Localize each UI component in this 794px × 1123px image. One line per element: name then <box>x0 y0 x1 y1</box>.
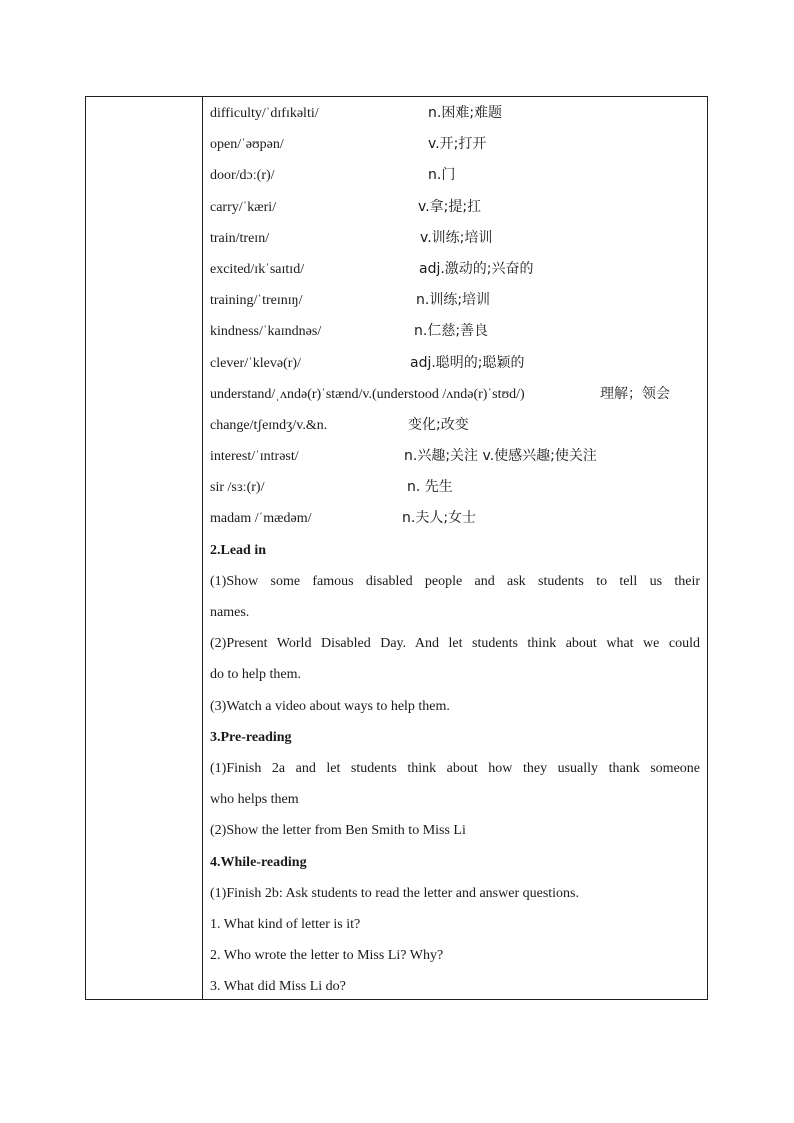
vocab-word: clever/ˈklevə(r)/ <box>210 355 301 371</box>
section-heading-while-reading: 4.While-reading <box>210 854 307 870</box>
vocab-meaning: n.困难;难题 <box>428 105 503 121</box>
vocab-row <box>210 98 700 129</box>
question-item: 1. What kind of letter is it? <box>210 916 361 932</box>
vocab-meaning: 理解；领会 <box>600 385 670 402</box>
vocab-word: change/tʃeɪndʒ/v.&n. <box>210 417 328 433</box>
vocab-word: carry/ˈkæri/ <box>210 199 277 215</box>
vocab-meaning: v.拿;提;扛 <box>418 198 482 215</box>
vocab-row <box>210 441 700 472</box>
vocab-meaning: 变化;改变 <box>408 416 469 433</box>
vocab-word: excited/ɪkˈsaɪtɪd/ <box>210 261 305 277</box>
question-item: 3. What did Miss Li do? <box>210 979 346 995</box>
vocab-row <box>210 472 700 503</box>
vocab-row <box>210 503 700 534</box>
vocab-row <box>210 254 700 285</box>
vocab-meaning: n.仁慈;善良 <box>414 323 489 340</box>
vocab-meaning: n.夫人;女士 <box>402 510 477 527</box>
vocab-meaning: adj.聪明的;聪颖的 <box>410 354 525 371</box>
section-heading-lead-in: 2.Lead in <box>210 542 267 558</box>
vocab-row <box>210 285 700 316</box>
lesson-table <box>85 96 708 1000</box>
section-heading-pre-reading: 3.Pre-reading <box>210 729 292 745</box>
lesson-content <box>210 97 700 1002</box>
vocab-row <box>210 410 700 441</box>
pre-reading-item: (1)Finish 2a and let students think about how they usually thank someone <box>210 760 700 776</box>
vocab-meaning: n.训练;培训 <box>416 292 491 309</box>
vocab-word: sir /sɜː(r)/ <box>210 480 265 496</box>
pre-reading-item: (2)Show the letter from Ben Smith to Miss Li <box>210 823 466 839</box>
vocab-row <box>210 348 700 379</box>
vocab-word: door/dɔː(r)/ <box>210 168 275 184</box>
vocab-meaning: n.兴趣;关注 v.使感兴趣;使关注 <box>404 448 597 465</box>
vocab-row <box>210 192 700 223</box>
lead-in-item: do to help them. <box>210 667 301 683</box>
lead-in-item: (1)Show some famous disabled people and ask students to tell us their <box>210 573 700 589</box>
column-divider <box>202 97 203 999</box>
lead-in-item: names. <box>210 605 250 620</box>
question-item: 2. Who wrote the letter to Miss Li? Why? <box>210 948 444 964</box>
lead-in-item: (2)Present World Disabled Day. And let students think about what we could <box>210 636 700 652</box>
vocab-row <box>210 129 700 160</box>
vocab-word: kindness/ˈkaɪndnəs/ <box>210 324 322 340</box>
vocab-meaning: n.门 <box>428 167 456 184</box>
vocab-row <box>210 316 700 347</box>
vocab-meaning: v.训练;培训 <box>420 229 493 246</box>
vocab-row <box>210 223 700 254</box>
pre-reading-item: who helps them <box>210 792 299 808</box>
vocab-word: training/ˈtreɪnɪŋ/ <box>210 293 303 309</box>
vocab-meaning: adj.激动的;兴奋的 <box>419 260 534 277</box>
vocab-word: open/ˈəʊpən/ <box>210 137 284 153</box>
while-reading-item: (1)Finish 2b: Ask students to read the letter and answer questions. <box>210 885 579 901</box>
vocab-word: madam /ˈmædəm/ <box>210 511 312 527</box>
vocab-word: interest/ˈɪntrəst/ <box>210 449 299 465</box>
vocab-word: train/treɪn/ <box>210 230 270 246</box>
vocab-meaning: n. 先生 <box>407 479 453 496</box>
vocab-meaning: v.开;打开 <box>428 136 487 153</box>
vocab-word: understand/ˌʌndə(r)ˈstænd/v.(understood /ʌndə(r)ˈstʊd/) <box>210 386 525 402</box>
lead-in-item: (3)Watch a video about ways to help them. <box>210 698 450 714</box>
vocab-word: difficulty/ˈdɪfɪkəlti/ <box>210 106 319 121</box>
vocab-row <box>210 160 700 191</box>
vocab-row <box>210 379 700 410</box>
